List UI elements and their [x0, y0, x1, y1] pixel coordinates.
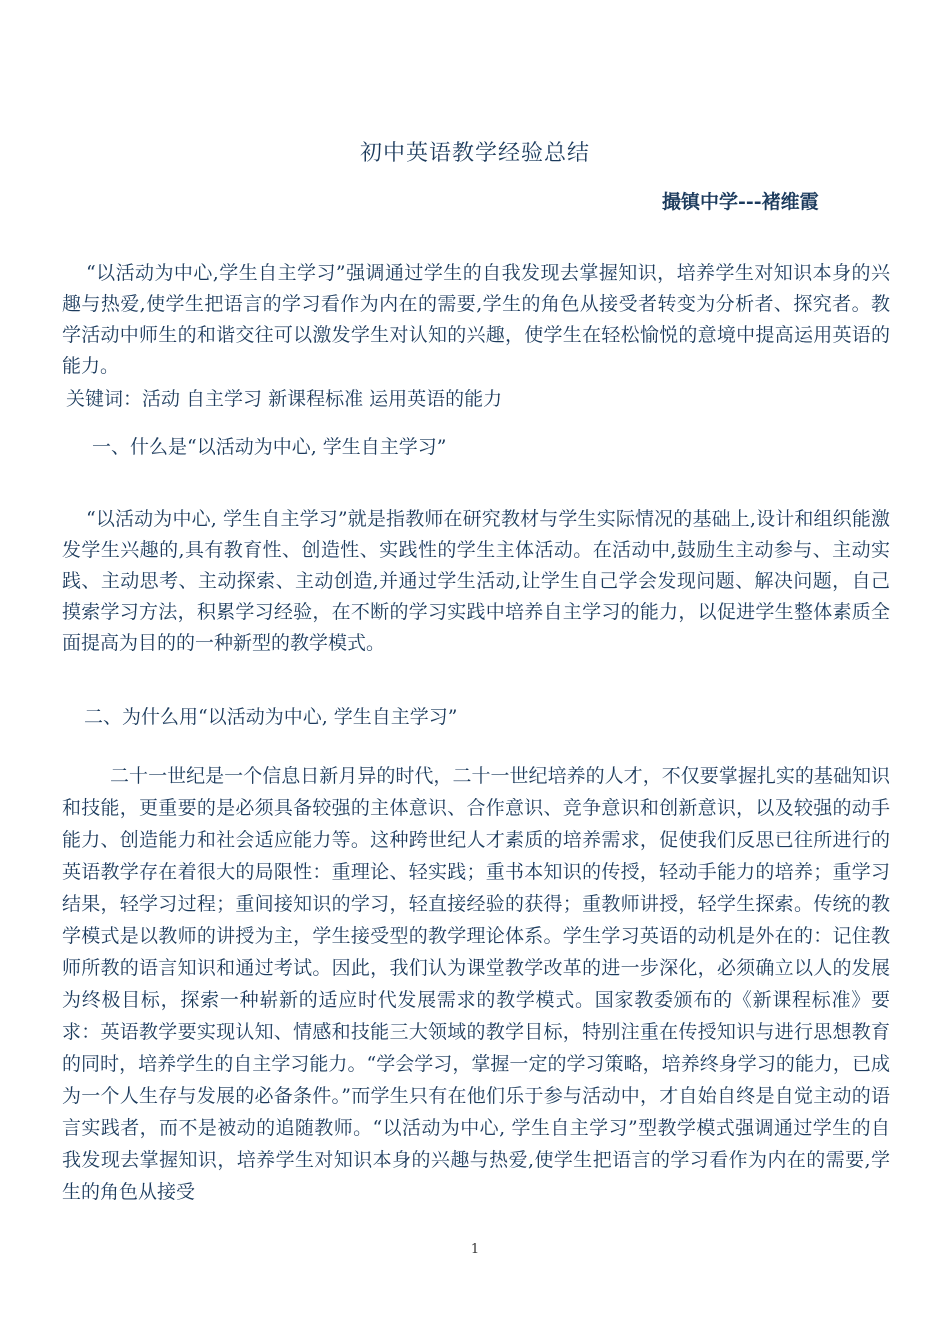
section-2-paragraph [62, 760, 890, 1208]
section-1-paragraph [62, 504, 890, 659]
section-1-text: “以活动为中心, 学生自主学习”就是指教师在研究教材与学生实际情况的基础上,设计和组织能激发学生兴趣的,具有教育性、创造性、实践性的学生主体活动。在活动中,鼓励生主动参与、主动实践、主动思考、主动探索、主动创造,并通过学生活动,让学生自己学会发现问题、解决问题，自己摸索学习方法，积累学习经验，在不断的学习实践中培养自主学习的能力，以促进学生整体素质全面提高为目的的一种新型的教学模式。 [62, 508, 890, 654]
keywords-line: 关键词：活动 自主学习 新课程标准 运用英语的能力 [66, 388, 503, 410]
page-number: 1 [470, 1242, 480, 1257]
abstract-text: “以活动为中心,学生自主学习”强调通过学生的自我发现去掌握知识，培养学生对知识本身的兴趣与热爱,使学生把语言的学习看作为内在的需要,学生的角色从接受者转变为分析者、探究者。教学活动中师生的和谐交往可以激发学生对认知的兴趣，使学生在轻松愉悦的意境中提高运用英语的能力。 [62, 262, 890, 377]
abstract-paragraph [62, 258, 890, 382]
document-title: 初中英语教学经验总结 [359, 141, 590, 166]
section-2-text: 二十一世纪是一个信息日新月异的时代，二十一世纪培养的人才，不仅要掌握扎实的基础知识和技能，更重要的是必须具备较强的主体意识、合作意识、竞争意识和创新意识，以及较强的动手能力、创造能力和社会适应能力等。这种跨世纪人才素质的培养需求，促使我们反思已往所进行的英语教学存在着很大的局限性：重理论、轻实践；重书本知识的传授，轻动手能力的培养；重学习结果，轻学习过程；重间接知识的学习，轻直接经验的获得；重教师讲授，轻学生探索。传统的教学模式是以教师的讲授为主，学生接受型的教学理论体系。学生学习英语的动机是外在的：记住教师所教的语言知识和通过考试。因此，我们认为课堂教学改革的进一步深化，必须确立以人的发展为终极目标，探索一种崭新的适应时代发展需求的教学模式。国家教委颁布的《新课程标准》要求：英语教学要实现认知、情感和技能三大领域的教学目标，特别注重在传授知识与进行思想教育的同时，培养学生的自主学习能力。“学会学习，掌握一定的学习策略，培养终身学习的能力，已成为一个人生存与发展的必备条件。”而学生只有在他们乐于参与活动中，才自始自终是自觉主动的语言实践者，而不是被动的追随教师。“以活动为中心, 学生自主学习”型教学模式强调通过学生的自我发现去掌握知识，培养学生对知识本身的兴趣与热爱,使学生把语言的学习看作为内在的需要,学生的角色从接受 [62, 765, 890, 1203]
author-line: 撮镇中学---褚维霞 [662, 191, 819, 213]
section-1-heading: 一、什么是“以活动为中心, 学生自主学习” [92, 436, 447, 458]
section-2-heading: 二、为什么用“以活动为中心, 学生自主学习” [84, 706, 458, 728]
